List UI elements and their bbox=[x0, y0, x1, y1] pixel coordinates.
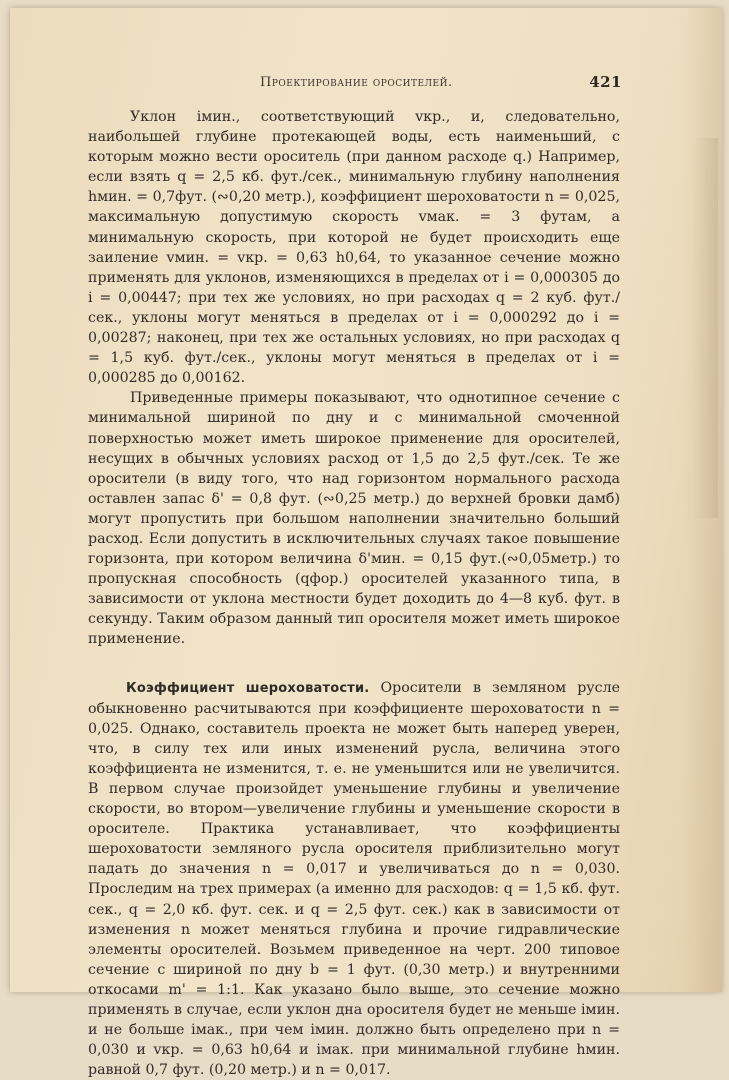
paragraph-text: Приведенные примеры показывают, что однотипное сечение с минимальной шириной по дну и с минимальной смоченной поверхностью может иметь широкое применение для оросителей, несущих в обычных условиях расход от 1,5 до 2,5 фут./сек. Те же оросители (в виду того, что над горизонтом нормального расхода оставлен запас δ' = 0,8 фут. (∾0,25 метр.) до верхней бровки дамб) могут пропустить при большом наполнении значительно больший расход. Если допустить в исключительных случаях такое повышение горизонта, при котором величина δ'мин. = 0,15 фут.(∾0,05метр.) то пропускная способность (qфор.) оросителей указанного типа, в зависимости от уклона местности будет доходить до 4—8 куб. фут. в секунду. Таким образом данный тип оросителя может иметь широкое применение. bbox=[88, 390, 620, 648]
paragraph-text: Оросители в земляном русле обыкновенно расчитываются при коэффициенте шероховатости n = 0,025. Однако, составитель проекта не может быть наперед уверен, что, в силу тех или иных изменений русла, величина этого коэффициента не изменится, т. е. не уменьшится или не увеличится. В первом случае произойдет уменьшение глубины и увеличение скорости, во втором—увеличение глубины и уменьшение скорости в оросителе. Практика устанавливает, что коэффициенты шероховатости земляного русла оросителя приблизительно могут падать до значения n = 0,017 и увеличиваться до n = 0,030. Проследим на трех примерах (а именно для расходов: q = 1,5 кб. фут. сек., q = 2,0 кб. фут. сек. и q = 2,5 фут. сек.) как в зависимости от изменения n может меняться глубина и прочие гидравлические элементы оросителей. Возьмем приведенное на черт. 200 типовое сечение с шириной по дну b = 1 фут. (0,30 метр.) и внутренними откосами m' = 1:1. Как указано было выше, это сечение можно применять в случае, если уклон дна оросителя будет не меньше iмин. и не больше iмак., при чем iмин. должно быть определено при n = 0,030 и vкр. = 0,63 h0,64 и iмак. при минимальной глубине hмин. равной 0,7 фут. (0,20 метр.) и n = 0,017. bbox=[88, 679, 620, 1079]
paragraph-slope-example bbox=[88, 107, 620, 388]
paragraph-roughness bbox=[88, 678, 620, 1080]
page-edge-shadow bbox=[692, 138, 718, 518]
book-page bbox=[10, 8, 722, 1079]
paragraph-examples-summary bbox=[88, 388, 620, 649]
paragraph-text: Уклон iмин., соответствующий vкр., и, следовательно, наибольшей глубине протекающей воды, есть наименьший, с которым можно вести ороситель (при данном расходе q.) Например, если взять q = 2,5 кб. фут./сек., минимальную глубину наполнения hмин. = 0,7фут. (∾0,20 метр.), коэффициент шероховатости n = 0,025, максимальную допустимую скорость vмак. = 3 футам, а минимальную скорость, при которой не будет происходить еще заиление vмин. = vкр. = 0,63 h0,64, то указанное сечение можно применять для уклонов, изменяющихся в пределах от i = 0,000305 до i = 0,00447; при тех же условиях, но при расходах q = 2 куб. фут./сек., уклоны могут меняться в пределах от i = 0,000292 до i = 0,00287; наконец, при тех же остальных условиях, но при расходах q = 1,5 куб. фут./сек., уклоны могут меняться в пределах от i = 0,000285 до 0,00162. bbox=[88, 109, 620, 387]
section-heading: Коэффициент шероховатости. bbox=[126, 680, 370, 696]
running-header bbox=[260, 73, 622, 95]
page-body bbox=[88, 107, 620, 1080]
page-number: 421 bbox=[589, 73, 622, 91]
header-title: Проектирование оросителей. bbox=[260, 75, 453, 90]
